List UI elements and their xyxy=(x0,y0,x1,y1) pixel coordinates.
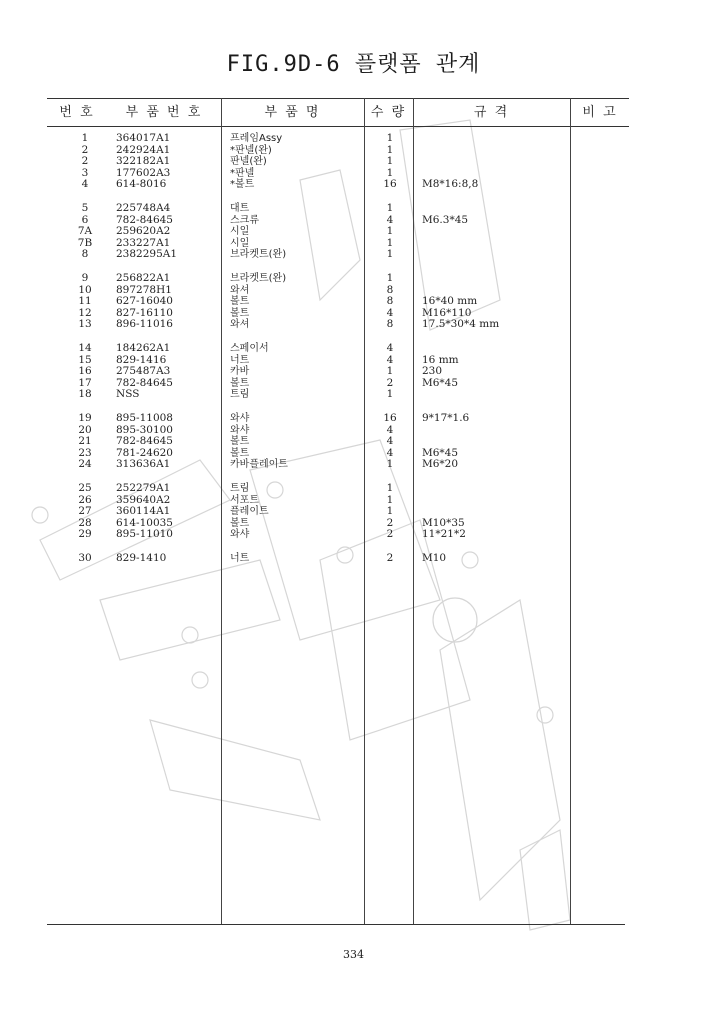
quantity: 1 xyxy=(386,505,394,517)
specification: 16 mm xyxy=(422,353,459,366)
part-number: 259620A2 xyxy=(116,225,171,237)
header-part-name: 부 품 명 xyxy=(264,105,321,120)
specification: 16*40 mm xyxy=(422,295,478,307)
part-name: 와셔 xyxy=(230,284,250,296)
part-name: 트림 xyxy=(230,483,250,494)
part-number: 895-30100 xyxy=(116,423,173,436)
part-number: 614-8016 xyxy=(116,178,167,190)
row-number: 1 xyxy=(81,132,89,144)
header-spec: 규 격 xyxy=(473,105,510,120)
quantity: 4 xyxy=(386,435,394,447)
part-name: 브라켓트(완) xyxy=(230,273,287,284)
row-number: 17 xyxy=(78,376,92,389)
part-number: 233227A1 xyxy=(116,236,171,249)
part-name: 와샤 xyxy=(230,424,250,436)
row-number: 18 xyxy=(78,388,92,400)
part-name: 와샤 xyxy=(230,413,250,424)
part-name: 스페이서 xyxy=(230,343,269,354)
row-number: 25 xyxy=(78,482,92,494)
part-number: 364017A1 xyxy=(116,132,171,144)
part-name: 볼트 xyxy=(230,436,250,447)
part-number: 313636A1 xyxy=(116,458,171,470)
quantity: 4 xyxy=(386,306,394,319)
part-number: 256822A1 xyxy=(116,272,171,284)
row-number: 7B xyxy=(77,236,93,249)
quantity: 8 xyxy=(386,318,394,330)
quantity: 4 xyxy=(386,213,394,226)
part-number: 177602A3 xyxy=(116,166,171,179)
specification: M16*110 xyxy=(422,306,472,319)
quantity: 1 xyxy=(386,143,394,156)
part-name: 카바 xyxy=(230,366,250,377)
header-part-number: 부 품 번 호 xyxy=(125,105,203,120)
quantity: 1 xyxy=(386,225,394,237)
part-name: 볼트 xyxy=(230,377,250,389)
quantity: 4 xyxy=(386,423,394,436)
quantity: 1 xyxy=(386,236,394,249)
part-name: 대트 xyxy=(230,203,250,214)
part-number: NSS xyxy=(116,388,140,400)
row-number: 27 xyxy=(78,505,92,517)
row-number: 28 xyxy=(78,516,92,529)
part-name: 볼트 xyxy=(230,517,250,529)
row-number: 21 xyxy=(78,435,92,447)
column-divider xyxy=(570,98,571,924)
part-number: 827-16110 xyxy=(116,306,173,319)
row-number: 23 xyxy=(78,446,92,459)
quantity: 16 xyxy=(383,412,397,424)
quantity: 1 xyxy=(386,166,394,179)
quantity: 2 xyxy=(386,376,394,389)
quantity: 2 xyxy=(386,528,394,540)
quantity: 1 xyxy=(386,365,394,377)
quantity: 1 xyxy=(386,482,394,494)
row-number: 14 xyxy=(78,342,92,354)
part-number: 2382295A1 xyxy=(116,248,178,260)
part-number: 275487A3 xyxy=(116,365,171,377)
part-name: 시일 xyxy=(230,226,250,237)
quantity: 8 xyxy=(386,283,394,296)
quantity: 2 xyxy=(386,552,394,564)
quantity: 1 xyxy=(386,272,394,284)
row-number: 20 xyxy=(78,423,92,436)
part-name: 너트 xyxy=(230,553,250,564)
part-name: 플레이트 xyxy=(230,506,269,517)
quantity: 1 xyxy=(386,388,394,400)
row-number: 5 xyxy=(81,202,89,214)
row-number: 2 xyxy=(81,143,89,156)
quantity: 8 xyxy=(386,295,394,307)
specification: M6*45 xyxy=(422,376,459,389)
row-number: 8 xyxy=(81,248,89,260)
part-number: 782-84645 xyxy=(116,376,173,389)
specification: 9*17*1.6 xyxy=(422,412,470,424)
row-number: 3 xyxy=(81,166,89,179)
row-number: 19 xyxy=(78,412,92,424)
part-name: 시일 xyxy=(230,237,250,249)
quantity: 4 xyxy=(386,342,394,354)
part-name: 판넬(완) xyxy=(230,156,267,167)
header-remark: 비 고 xyxy=(582,105,618,120)
part-name: 볼트 xyxy=(230,447,250,459)
specification: M8*16:8,8 xyxy=(422,178,479,190)
row-number: 24 xyxy=(78,458,92,470)
quantity: 1 xyxy=(386,132,394,144)
row-number: 26 xyxy=(78,493,92,506)
part-name: 카바플레이트 xyxy=(230,459,288,470)
specification: M6*45 xyxy=(422,446,459,459)
table-top-rule xyxy=(47,98,629,99)
quantity: 4 xyxy=(386,353,394,366)
part-number: 781-24620 xyxy=(116,446,173,459)
part-name: *판넬(완) xyxy=(230,144,272,156)
table-header-rule xyxy=(47,126,629,127)
part-number: 242924A1 xyxy=(116,143,171,156)
row-number: 7A xyxy=(77,225,93,237)
part-name: 와샤 xyxy=(230,529,250,540)
part-number: 895-11008 xyxy=(116,412,173,424)
part-number: 782-84645 xyxy=(116,213,173,226)
row-number: 6 xyxy=(81,213,89,226)
specification: M10 xyxy=(422,552,447,564)
part-number: 829-1410 xyxy=(116,552,167,564)
page-number: 334 xyxy=(343,948,364,961)
row-number: 30 xyxy=(78,552,92,564)
part-number: 782-84645 xyxy=(116,435,173,447)
row-number: 29 xyxy=(78,528,92,540)
part-number: 896-11016 xyxy=(116,318,173,330)
part-number: 614-10035 xyxy=(116,516,173,529)
quantity: 1 xyxy=(386,248,394,260)
row-number: 9 xyxy=(81,272,89,284)
specification: M10*35 xyxy=(422,516,465,529)
row-number: 15 xyxy=(78,353,92,366)
row-number: 11 xyxy=(78,295,92,307)
part-number: 360114A1 xyxy=(116,505,171,517)
part-name: 와셔 xyxy=(230,319,250,330)
quantity: 16 xyxy=(383,178,397,190)
part-name: 프레임Assy xyxy=(230,133,283,144)
part-name: 브라켓트(완) xyxy=(230,249,287,260)
specification: 17.5*30*4 mm xyxy=(422,318,500,330)
page-title: FIG.9D-6 플랫폼 관계 xyxy=(226,52,481,77)
part-number: 895-11010 xyxy=(116,528,173,540)
column-divider xyxy=(221,98,222,924)
part-name: 트림 xyxy=(230,389,250,400)
part-number: 627-16040 xyxy=(116,295,173,307)
part-name: *판넬 xyxy=(230,167,255,179)
part-name: 볼트 xyxy=(230,296,250,307)
specification: M6.3*45 xyxy=(422,213,469,226)
row-number: 13 xyxy=(78,318,92,330)
part-number: 225748A4 xyxy=(116,202,171,214)
row-number: 16 xyxy=(78,365,92,377)
quantity: 1 xyxy=(386,493,394,506)
part-name: 너트 xyxy=(230,354,250,366)
specification: M6*20 xyxy=(422,458,459,470)
part-name: 서포트 xyxy=(230,494,259,506)
table-bottom-rule xyxy=(47,924,625,925)
part-number: 322182A1 xyxy=(116,155,171,167)
row-number: 12 xyxy=(78,306,92,319)
header-quantity: 수 량 xyxy=(370,105,407,120)
part-number: 359640A2 xyxy=(116,493,171,506)
part-number: 184262A1 xyxy=(116,342,171,354)
part-name: 스크류 xyxy=(230,214,259,226)
row-number: 10 xyxy=(78,283,92,296)
quantity: 1 xyxy=(386,155,394,167)
part-number: 252279A1 xyxy=(116,482,171,494)
part-name: *볼트 xyxy=(230,179,255,190)
row-number: 4 xyxy=(81,178,89,190)
part-name: 볼트 xyxy=(230,307,250,319)
header-no: 번 호 xyxy=(59,105,95,120)
specification: 230 xyxy=(422,365,443,377)
quantity: 4 xyxy=(386,446,394,459)
quantity: 2 xyxy=(386,516,394,529)
quantity: 1 xyxy=(386,458,394,470)
part-number: 897278H1 xyxy=(116,283,172,296)
part-number: 829-1416 xyxy=(116,353,167,366)
specification: 11*21*2 xyxy=(422,528,466,540)
quantity: 1 xyxy=(386,202,394,214)
row-number: 2 xyxy=(81,155,89,167)
